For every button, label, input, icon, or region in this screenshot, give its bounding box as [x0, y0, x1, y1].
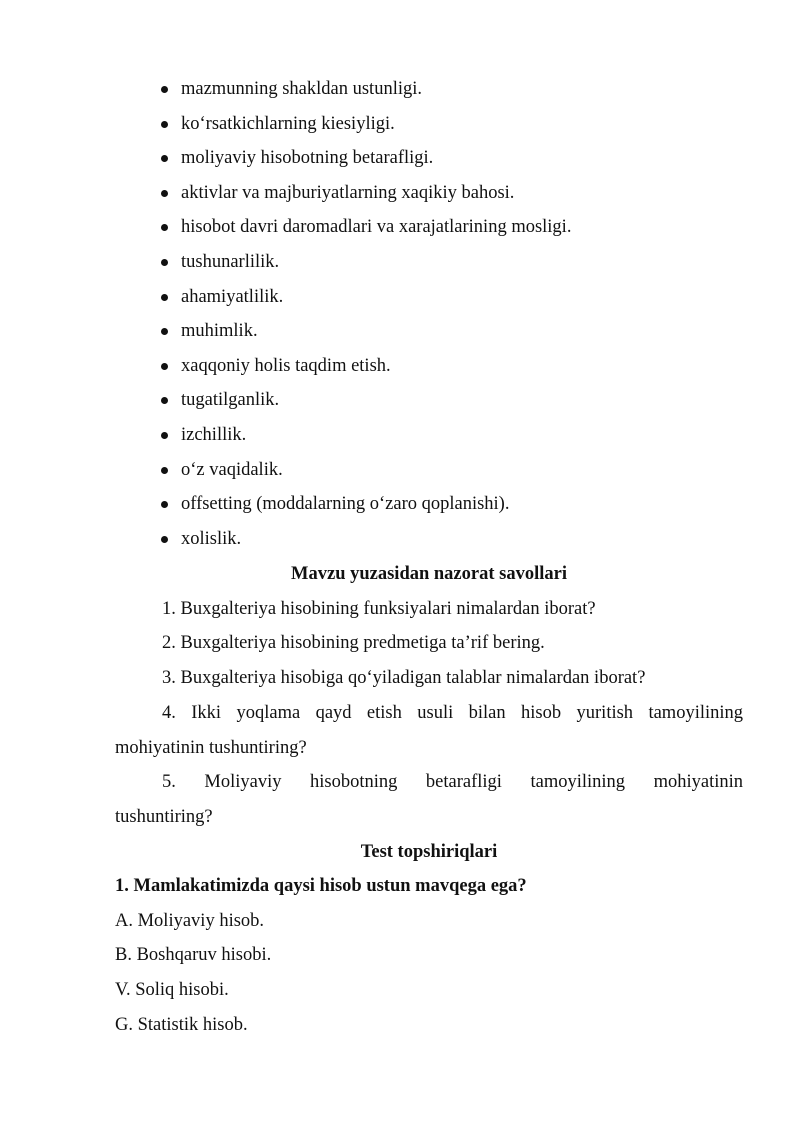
list-item: [159, 314, 759, 349]
principles-list: [159, 72, 759, 556]
control-questions-heading: Mavzu yuzasidan nazorat savollari: [291, 564, 567, 584]
bullet-icon: [161, 121, 168, 128]
question-text: 3. Buxgalteriya hisobiga qo‘yiladigan talablar nimalardan iborat?: [162, 668, 646, 688]
control-question-1: [115, 592, 743, 627]
list-item: [159, 245, 759, 280]
question-text: 1. Buxgalteriya hisobining funksiyalari nimalardan iborat?: [162, 599, 596, 619]
bullet-icon: [161, 155, 168, 162]
control-question-4: [115, 696, 743, 765]
bullet-icon: [161, 294, 168, 301]
bullet-icon: [161, 224, 168, 231]
list-item: [159, 383, 759, 418]
list-item-text: hisobot davri daromadlari va xarajatlarining mosligi.: [181, 217, 572, 238]
list-item-text: mazmunning shakldan ustunligi.: [181, 79, 422, 99]
bullet-icon: [161, 86, 168, 93]
list-item-text: offsetting (moddalarning o‘zaro qoplanishi).: [181, 494, 510, 515]
list-item-text: moliyaviy hisobotning betarafligi.: [181, 148, 434, 169]
list-item: [159, 107, 759, 142]
list-item: [159, 418, 759, 453]
answer-option-v: V. Soliq hisobi.: [115, 980, 229, 1000]
control-question-2: [115, 626, 743, 661]
list-item-text: aktivlar va majburiyatlarning xaqikiy bahosi.: [181, 182, 515, 203]
test-tasks-heading: Test topshiriqlari: [360, 842, 498, 862]
list-item-text: o‘z vaqidalik.: [181, 459, 283, 480]
bullet-icon: [161, 536, 168, 543]
list-item-text: izchillik.: [181, 424, 247, 445]
control-question-3: [115, 661, 743, 696]
question-text: 2. Buxgalteriya hisobining predmetiga ta’rif bering.: [162, 633, 545, 653]
list-item: [159, 176, 759, 211]
list-item-text: ko‘rsatkichlarning kiesiyligi.: [181, 113, 395, 134]
list-item-text: tugatilganlik.: [181, 390, 280, 411]
question-text-line-1: 4. Ikki yoqlama qayd etish usuli bilan hisob yuritish tamoyilining: [162, 703, 743, 723]
bullet-icon: [161, 397, 168, 404]
list-item: [159, 349, 759, 384]
bullet-icon: [161, 501, 168, 508]
bullet-icon: [161, 467, 168, 474]
answer-option-b: B. Boshqaruv hisobi.: [115, 945, 272, 965]
answer-option-a: A. Moliyaviy hisob.: [115, 911, 265, 931]
list-item-text: muhimlik.: [181, 321, 258, 342]
question-text-line-2: tushuntiring?: [115, 806, 213, 827]
list-item: [159, 487, 759, 522]
question-text-line-1: 5. Moliyaviy hisobotning betarafligi tamoyilining mohiyatinin: [162, 772, 743, 792]
list-item: [159, 72, 759, 107]
answer-option-g: G. Statistik hisob.: [115, 1015, 248, 1035]
bullet-icon: [161, 363, 168, 370]
list-item: [159, 280, 759, 315]
list-item-text: ahamiyatlilik.: [181, 286, 284, 307]
bullet-icon: [161, 190, 168, 197]
bullet-icon: [161, 259, 168, 266]
question-text-line-2: mohiyatinin tushuntiring?: [115, 737, 307, 758]
test-question: 1. Mamlakatimizda qaysi hisob ustun mavqega ega?: [115, 876, 527, 896]
control-question-5: [115, 765, 743, 834]
list-item: [159, 453, 759, 488]
list-item: [159, 141, 759, 176]
list-item-text: xolislik.: [181, 528, 242, 549]
bullet-icon: [161, 328, 168, 335]
list-item: [159, 522, 759, 557]
list-item-text: xaqqoniy holis taqdim etish.: [181, 355, 391, 376]
list-item-text: tushunarlilik.: [181, 251, 280, 272]
bullet-icon: [161, 432, 168, 439]
list-item: [159, 210, 759, 245]
